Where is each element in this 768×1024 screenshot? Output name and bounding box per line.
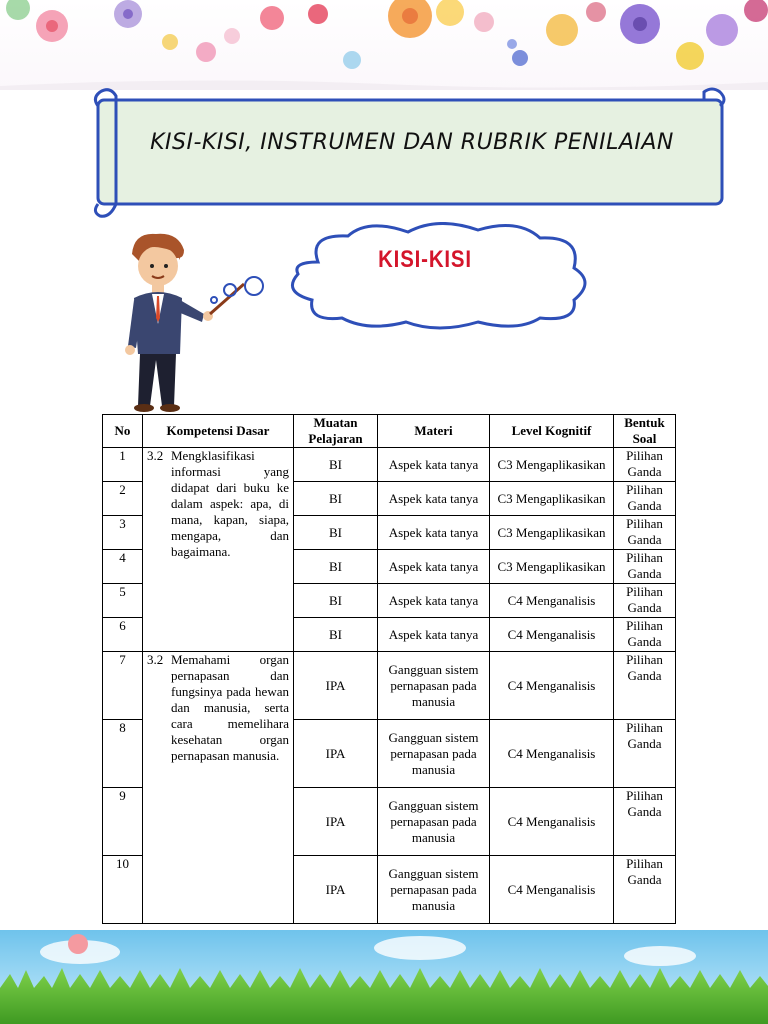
cell-muatan: IPA — [294, 788, 378, 856]
cloud-shape — [278, 222, 596, 330]
cell-materi: Aspek kata tanya — [378, 448, 490, 482]
cell-bentuk: Pilihan Ganda — [614, 448, 676, 482]
cell-bentuk: Pilihan Ganda — [614, 788, 676, 856]
cell-bentuk: Pilihan Ganda — [614, 856, 676, 924]
cell-no: 3 — [103, 516, 143, 550]
title-banner — [92, 86, 728, 218]
cell-muatan: BI — [294, 482, 378, 516]
cell-muatan: IPA — [294, 720, 378, 788]
cell-bentuk: Pilihan Ganda — [614, 482, 676, 516]
cell-level: C4 Menganalisis — [490, 856, 614, 924]
cell-materi: Aspek kata tanya — [378, 482, 490, 516]
header-level-kognitif: Level Kognitif — [490, 415, 614, 448]
cell-muatan: BI — [294, 448, 378, 482]
cell-muatan: IPA — [294, 856, 378, 924]
cell-muatan: BI — [294, 584, 378, 618]
cell-level: C3 Mengaplikasikan — [490, 482, 614, 516]
cell-level: C3 Mengaplikasikan — [490, 516, 614, 550]
header-muatan-pelajaran: Muatan Pelajaran — [294, 415, 378, 448]
cell-bentuk: Pilihan Ganda — [614, 516, 676, 550]
table-row — [103, 448, 676, 482]
cell-muatan: BI — [294, 516, 378, 550]
cell-level: C4 Menganalisis — [490, 584, 614, 618]
cell-bentuk: Pilihan Ganda — [614, 618, 676, 652]
cell-level: C3 Mengaplikasikan — [490, 448, 614, 482]
floral-header-decoration — [0, 0, 768, 90]
kisi-kisi-table — [102, 414, 676, 924]
header-materi: Materi — [378, 415, 490, 448]
cell-no: 5 — [103, 584, 143, 618]
cell-level: C4 Menganalisis — [490, 652, 614, 720]
cell-bentuk: Pilihan Ganda — [614, 720, 676, 788]
cell-bentuk: Pilihan Ganda — [614, 652, 676, 720]
table-header-row — [103, 415, 676, 448]
cell-kompetensi-dasar — [143, 652, 294, 924]
header-no: No — [103, 415, 143, 448]
kd-text: Mengklasifikasi informasi yang didapat dari buku ke dalam aspek: apa, di mana, kapan, siapa, mengapa, dan bagaimana. — [171, 448, 289, 559]
kd-number: 3.2 — [147, 652, 164, 667]
header-kompetensi-dasar: Kompetensi Dasar — [143, 415, 294, 448]
cell-kompetensi-dasar — [143, 448, 294, 652]
cell-muatan: BI — [294, 618, 378, 652]
cell-materi: Aspek kata tanya — [378, 618, 490, 652]
cell-level: C4 Menganalisis — [490, 618, 614, 652]
cell-no: 2 — [103, 482, 143, 516]
cell-bentuk: Pilihan Ganda — [614, 584, 676, 618]
cell-muatan: IPA — [294, 652, 378, 720]
cell-muatan: BI — [294, 550, 378, 584]
teacher-illustration — [118, 228, 268, 414]
cell-materi: Aspek kata tanya — [378, 584, 490, 618]
cell-level: C4 Menganalisis — [490, 788, 614, 856]
cell-no: 4 — [103, 550, 143, 584]
table-row — [103, 652, 676, 720]
grass-footer-decoration — [0, 930, 768, 1024]
teacher-icon — [118, 228, 268, 414]
cell-no: 1 — [103, 448, 143, 482]
cell-materi: Aspek kata tanya — [378, 550, 490, 584]
cell-materi: Gangguan sistem pernapasan pada manusia — [378, 720, 490, 788]
cell-bentuk: Pilihan Ganda — [614, 550, 676, 584]
cell-no: 8 — [103, 720, 143, 788]
cell-no: 6 — [103, 618, 143, 652]
section-title: KISI-KISI — [378, 246, 472, 273]
flowers-icon — [0, 0, 768, 90]
kd-number: 3.2 — [147, 448, 164, 463]
cell-no: 9 — [103, 788, 143, 856]
cell-materi: Aspek kata tanya — [378, 516, 490, 550]
cell-materi: Gangguan sistem pernapasan pada manusia — [378, 856, 490, 924]
grass-icon — [0, 930, 768, 1024]
cell-level: C3 Mengaplikasikan — [490, 550, 614, 584]
cell-no: 10 — [103, 856, 143, 924]
cell-materi: Gangguan sistem pernapasan pada manusia — [378, 652, 490, 720]
page-title: KISI-KISI, INSTRUMEN DAN RUBRIK PENILAIAN — [150, 130, 674, 155]
cell-materi: Gangguan sistem pernapasan pada manusia — [378, 788, 490, 856]
cell-level: C4 Menganalisis — [490, 720, 614, 788]
header-bentuk-soal: Bentuk Soal — [614, 415, 676, 448]
cell-no: 7 — [103, 652, 143, 720]
kd-text: Memahami organ pernapasan dan fungsinya pada hewan dan manusia, serta cara memelihara kesehatan organ pernapasan manusia. — [171, 652, 289, 763]
